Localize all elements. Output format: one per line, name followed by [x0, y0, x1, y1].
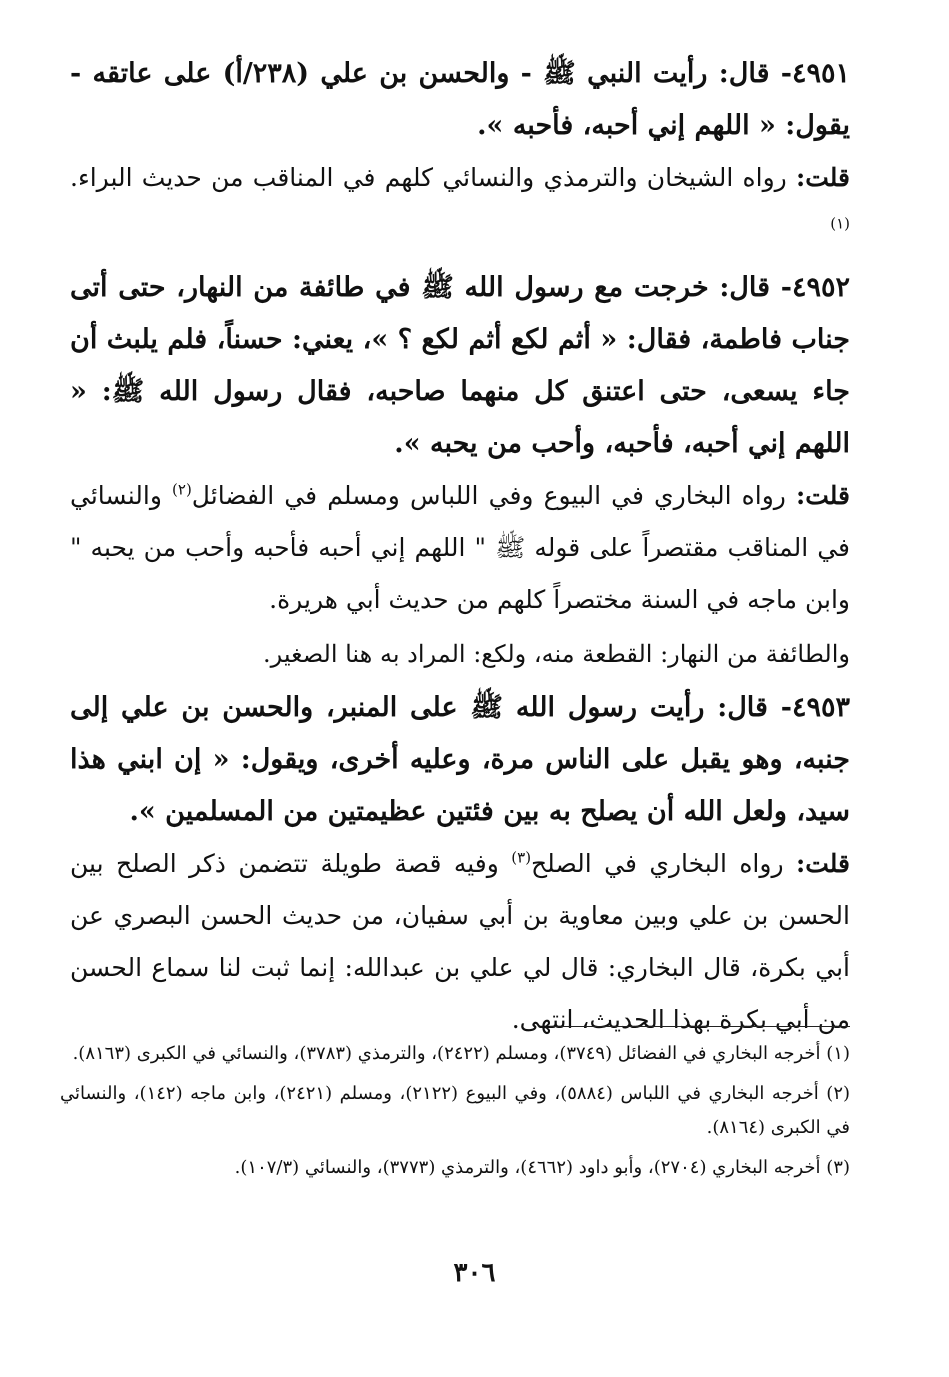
comment-lead: قلت:: [795, 849, 850, 878]
footnote-3: (٣) أخرجه البخاري (٢٧٠٤)، وأبو داود (٤٦٦٢)، والترمذي (٣٧٧٣)، والنسائي (١٠٧/٣).: [234, 1157, 850, 1178]
comment-lead: قلت:: [795, 481, 850, 510]
comment-lead: قلت:: [795, 163, 850, 192]
footnotes-section: [60, 1026, 850, 1191]
main-text: [70, 48, 850, 1052]
footnote-divider: [550, 1026, 850, 1027]
gloss-text: والطائفة من النهار: القطعة منه، ولكع: المراد به هنا الصغير.: [263, 640, 850, 668]
footnote-ref-3: (٣): [511, 848, 532, 867]
comment-4953: [70, 838, 850, 1046]
hadith-4952: ٤٩٥٢- قال: خرجت مع رسول الله ﷺ في طائفة من النهار، حتى أتى جناب فاطمة، فقال: « أثم لكع أثم لكع ؟ »، يعني: حسناً، فلم يلبث أن جاء يسعى، حتى اعتنق كل منهما صاحبه، فقال رسول الله ﷺ: « اللهم إني أحبه، فأحبه، وأحب من يحبه ».: [70, 272, 850, 459]
comment-text: رواه البخاري في الصلح: [531, 849, 784, 878]
hadith-4951: ٤٩٥١- قال: رأيت النبي ﷺ - والحسن بن علي (٢٣٨/أ) على عاتقه - يقول: « اللهم إني أحبه، فأحبه ».: [70, 58, 850, 141]
comment-4951: [70, 152, 850, 256]
footnote-ref-1: (١): [830, 214, 850, 233]
comment-text: رواه البخاري في البيوع وفي اللباس ومسلم في الفضائل: [191, 481, 786, 510]
hadith-4953: ٤٩٥٣- قال: رأيت رسول الله ﷺ على المنبر، والحسن بن علي إلى جنبه، وهو يقبل على الناس مرة، وعليه أخرى، ويقول: « إن ابني هذا سيد، ولعل الله أن يصلح به بين فئتين عظيمتين من المسلمين ».: [70, 692, 850, 827]
page-number: ٣٠٦: [453, 1258, 496, 1288]
footnote-ref-2: (٢): [172, 480, 192, 499]
comment-text-cont: والنسائي في المناقب مقتصراً على قوله ﷺ " اللهم إني أحبه فأحبه وأحب من يحبه " وابن ماجه في السنة مختصراً كلهم من حديث أبي هريرة.: [70, 481, 850, 614]
comment-text: رواه الشيخان والترمذي والنسائي كلهم في المناقب من حديث البراء.: [70, 163, 787, 192]
comment-4952: [70, 470, 850, 626]
footnote-2: (٢) أخرجه البخاري في اللباس (٥٨٨٤)، وفي البيوع (٢١٢٢)، ومسلم (٢٤٢١)، وابن ماجه (١٤٢)، والنسائي في الكبرى (٨١٦٤).: [60, 1083, 851, 1138]
comment-text-cont: وفيه قصة طويلة تتضمن ذكر الصلح بين الحسن بن علي وبين معاوية بن أبي سفيان، من حديث الحسن البصري عن أبي بكرة، قال البخاري: قال لي علي بن عبدالله: إنما ثبت لنا سماع الحسن من أبي بكرة بهذا الحديث، انتهى.: [70, 849, 850, 1034]
footnote-1: (١) أخرجه البخاري في الفضائل (٣٧٤٩)، ومسلم (٢٤٢٢)، والترمذي (٣٧٨٣)، والنسائي في الكبرى (٨١٦٣).: [72, 1043, 850, 1064]
